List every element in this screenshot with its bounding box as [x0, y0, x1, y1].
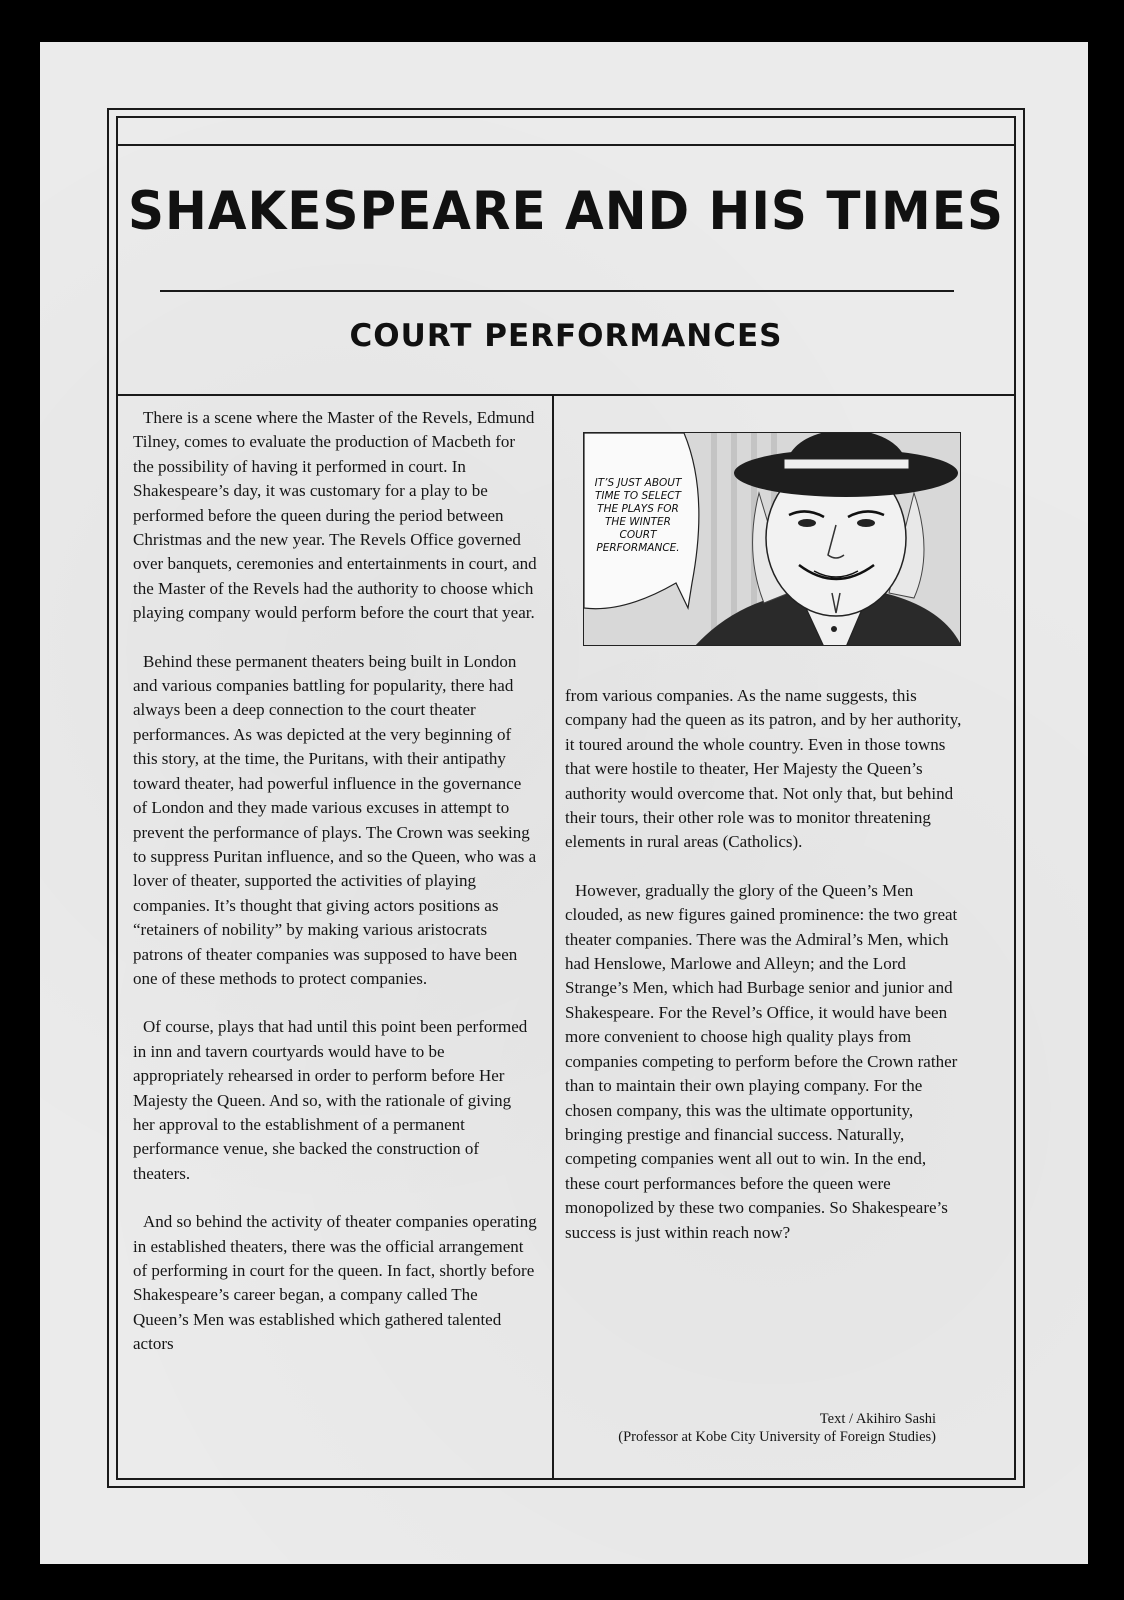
credit-affiliation: (Professor at Kobe City University of Foreign Studies) — [618, 1429, 936, 1445]
credit-author: Text / Akihiro Sashi — [819, 1411, 936, 1427]
page — [40, 42, 1088, 1564]
left-column — [133, 406, 537, 1381]
column-divider — [552, 396, 554, 1480]
paragraph: And so behind the activity of theater companies operating in established theaters, there was the official arrangement of performing in court for the queen. In fact, shortly before Shakespeare’s career began, a company called The Queen’s Men was established which gathered talented actors — [133, 1212, 537, 1354]
speech-bubble-text: IT’S JUST ABOUT TIME TO SELECT THE PLAYS FOR THE WINTER COURT PERFORMANCE. — [594, 477, 682, 554]
title-divider — [160, 290, 954, 292]
paragraph: Of course, plays that had until this point been performed in inn and tavern courtyards would have to be appropriately rehearsed in order to perform before Her Majesty the Queen. And so, with the rationale of giving her approval to the establishment of a permanent performance venue, she backed the construction of theaters. — [133, 1017, 528, 1183]
section-title: COURT PERFORMANCES — [349, 318, 783, 354]
paragraph: There is a scene where the Master of the Revels, Edmund Tilney, comes to evaluate the production of Macbeth for the possibility of having it performed in court. In Shakespeare’s day, it was customary for a play to be performed before the queen during the period between Christmas and the new year. The Revels Office governed over banquets, ceremonies and entertainments in court, and the Master of the Revels had the authority to choose which playing company would perform before the court that year. — [133, 408, 537, 623]
paragraph: Behind these permanent theaters being built in London and various companies battling for popularity, there had always been a deep connection to the court theater performances. As was depicted at the very beginning of this story, at the time, the Puritans, with their antipathy toward theater, had powerful influence in the governance of London and they made various excuses in attempt to prevent the performance of plays. The Crown was seeking to suppress Puritan influence, and so the Queen, who was a lover of theater, supported the activities of playing companies. It’s thought that giving actors positions as “retainers of nobility” by making various aristocrats patrons of theater companies was supposed to have been one of these methods to protect companies. — [133, 651, 537, 988]
author-credit — [618, 1410, 936, 1446]
paragraph: from various companies. As the name suggests, this company had the queen as its patron, and by her authority, it toured around the whole country. Even in those towns that were hostile to theater, Her Majesty the Queen’s authority would overcome that. Not only that, but behind their tours, their other role was to monitor threatening elements in rural areas (Catholics). — [565, 686, 962, 852]
right-column — [565, 684, 965, 1269]
paragraph: However, gradually the glory of the Queen’s Men clouded, as new figures gained prominence: the two great theater companies. There was the Admiral’s Men, which had Henslowe, Marlowe and Alleyn; and the Lord Strange’s Men, which had Burbage senior and junior and Shakespeare. For the Revel’s Office, it would have been more convenient to choose high quality plays from companies competing to perform before the Crown rather than to maintain their own playing company. For the chosen company, this was the ultimate opportunity, bringing prestige and financial success. Naturally, competing companies went all out to win. In the end, these court performances before the queen were monopolized by these two companies. So Shakespeare’s success is just within reach now? — [565, 880, 958, 1242]
page-title: SHAKESPEARE AND HIS TIMES — [128, 180, 1004, 242]
manga-panel — [583, 432, 961, 646]
